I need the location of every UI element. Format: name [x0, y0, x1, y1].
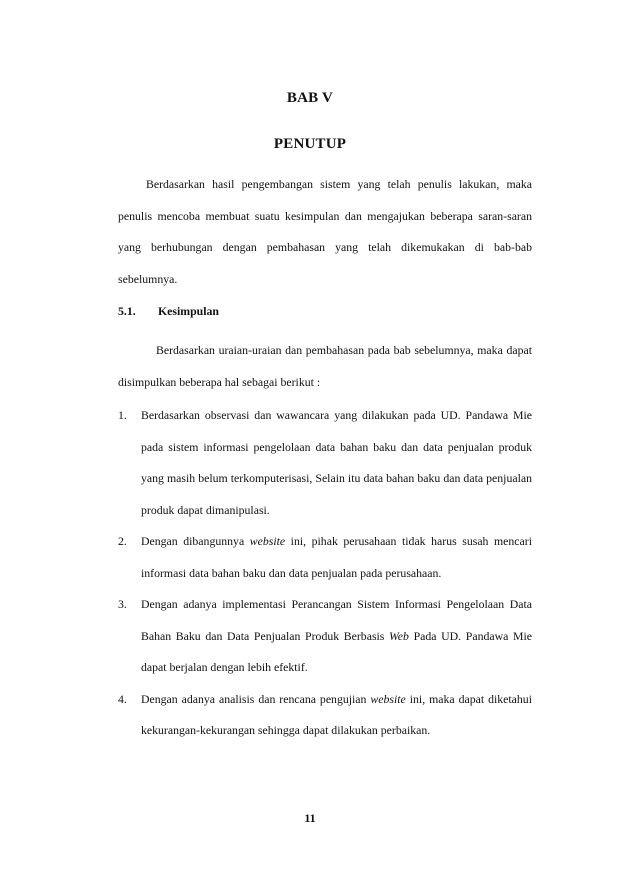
intro-paragraph [118, 169, 532, 295]
page-number: 11 [304, 811, 316, 825]
chapter-title: BAB V [286, 90, 334, 106]
list-item-text-start: Dengan dibangunnya [141, 534, 250, 548]
section-heading [118, 301, 219, 321]
section-title: Kesimpulan [158, 304, 219, 318]
list-item-number: 4. [118, 691, 127, 706]
chapter-subtitle: PENUTUP [273, 136, 347, 152]
list-item [118, 400, 532, 526]
list-item [118, 526, 532, 589]
intro-text: Berdasarkan hasil pengembangan sistem yang telah penulis lakukan, maka penulis mencoba membuat suatu kesimpulan dan mengajukan beberapa saran-saran yang berhubungan dengan pembahasan yang telah dikemukakan di bab-bab sebelumnya. [118, 177, 532, 286]
list-item-number: 3. [118, 597, 127, 611]
section-number: 5.1. [118, 304, 136, 318]
list-item-number: 2. [118, 534, 127, 548]
section-paragraph [118, 335, 532, 398]
list-item-text-end: ini, pihak perusahaan tidak harus susah mencari informasi data bahan baku dan data penjualan pada perusahaan. [141, 534, 532, 580]
list-item-text-start: Dengan adanya analisis dan rencana pengujian [141, 691, 371, 706]
list-item-emphasis: website [370, 691, 406, 706]
list-item-text-end: Pada UD. Pandawa Mie dapat berjalan dengan lebih efektif. [141, 628, 532, 674]
list-item-number: 1. [118, 408, 127, 422]
list-item-text: Berdasarkan observasi dan wawancara yang dilakukan pada UD. Pandawa Mie pada sistem informasi pengelolaan data bahan baku dan data penjualan produk yang masih belum terkomputerisasi, Selain itu data bahan baku dan data penjualan produk dapat dimanipulasi. [141, 408, 532, 517]
list-item [118, 684, 532, 747]
conclusion-list [118, 400, 532, 747]
list-item-emphasis: website [249, 534, 286, 548]
list-item-text-start: Dengan adanya implementasi Perancangan Sistem Informasi Pengelolaan Data Bahan Baku dan Data Penjualan Produk Berbasis [141, 597, 532, 643]
section-text: Berdasarkan uraian-uraian dan pembahasan pada bab sebelumnya, maka dapat disimpulkan beberapa hal sebagai berikut : [118, 343, 532, 389]
list-item [118, 589, 532, 684]
list-item-text-end: ini, maka dapat diketahui kekurangan-kekurangan sehingga dapat dilakukan perbaikan. [141, 691, 532, 737]
list-item-emphasis: Web [389, 628, 409, 643]
